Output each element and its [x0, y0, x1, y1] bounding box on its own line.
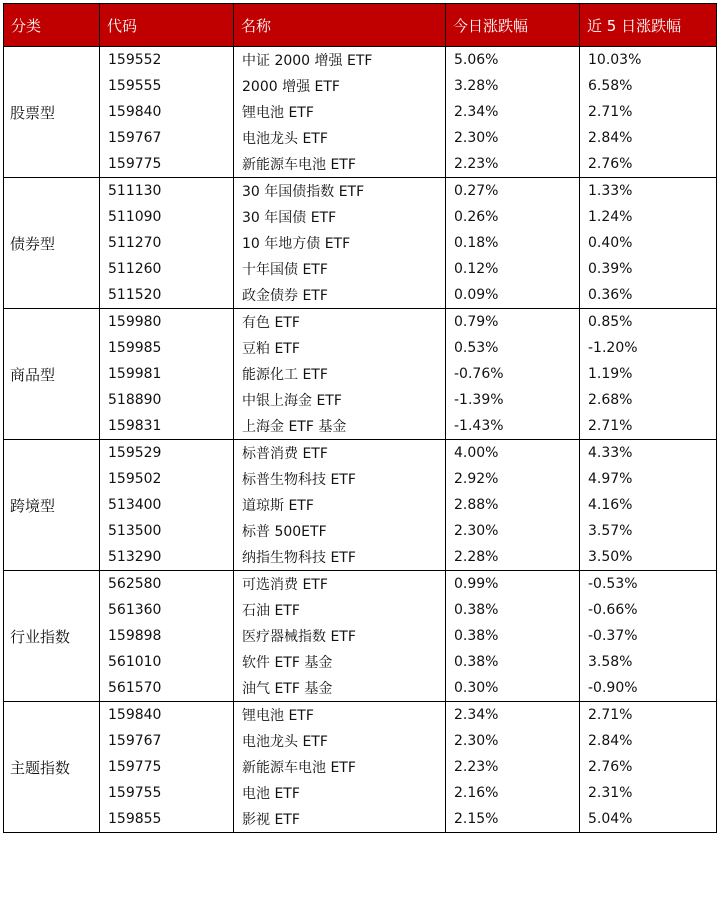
- code-cell: 159552: [100, 47, 234, 74]
- code-cell: 511260: [100, 256, 234, 282]
- today-change-cell: 0.99%: [446, 571, 580, 598]
- header-today-change: 今日涨跌幅: [446, 4, 580, 47]
- etf-performance-table: [3, 3, 717, 833]
- five-day-change-cell: 5.04%: [580, 806, 717, 833]
- code-cell: 561010: [100, 649, 234, 675]
- code-cell: 159840: [100, 99, 234, 125]
- five-day-change-cell: 0.39%: [580, 256, 717, 282]
- code-cell: 159775: [100, 151, 234, 178]
- today-change-cell: 0.38%: [446, 597, 580, 623]
- table-row: [4, 73, 717, 99]
- five-day-change-cell: 0.40%: [580, 230, 717, 256]
- five-day-change-cell: 0.36%: [580, 282, 717, 309]
- today-change-cell: -1.39%: [446, 387, 580, 413]
- today-change-cell: 0.26%: [446, 204, 580, 230]
- name-cell: 十年国债 ETF: [234, 256, 446, 282]
- name-cell: 政金债券 ETF: [234, 282, 446, 309]
- name-cell: 豆粕 ETF: [234, 335, 446, 361]
- five-day-change-cell: 2.84%: [580, 125, 717, 151]
- table-row: [4, 518, 717, 544]
- name-cell: 中证 2000 增强 ETF: [234, 47, 446, 74]
- five-day-change-cell: 3.58%: [580, 649, 717, 675]
- name-cell: 中银上海金 ETF: [234, 387, 446, 413]
- five-day-change-cell: 4.33%: [580, 440, 717, 467]
- today-change-cell: 0.09%: [446, 282, 580, 309]
- name-cell: 30 年国债指数 ETF: [234, 178, 446, 205]
- category-cell: 债券型: [4, 178, 100, 309]
- table-row: [4, 544, 717, 571]
- name-cell: 纳指生物科技 ETF: [234, 544, 446, 571]
- code-cell: 159840: [100, 702, 234, 729]
- table-row: [4, 623, 717, 649]
- five-day-change-cell: 2.71%: [580, 413, 717, 440]
- table-row: [4, 492, 717, 518]
- five-day-change-cell: 2.76%: [580, 151, 717, 178]
- today-change-cell: 2.23%: [446, 754, 580, 780]
- five-day-change-cell: 2.71%: [580, 702, 717, 729]
- five-day-change-cell: 2.76%: [580, 754, 717, 780]
- name-cell: 影视 ETF: [234, 806, 446, 833]
- today-change-cell: 2.30%: [446, 518, 580, 544]
- header-code: 代码: [100, 4, 234, 47]
- five-day-change-cell: -0.66%: [580, 597, 717, 623]
- code-cell: 159555: [100, 73, 234, 99]
- code-cell: 511090: [100, 204, 234, 230]
- code-cell: 511130: [100, 178, 234, 205]
- name-cell: 30 年国债 ETF: [234, 204, 446, 230]
- code-cell: 159767: [100, 728, 234, 754]
- code-cell: 518890: [100, 387, 234, 413]
- today-change-cell: 2.92%: [446, 466, 580, 492]
- today-change-cell: 2.88%: [446, 492, 580, 518]
- name-cell: 石油 ETF: [234, 597, 446, 623]
- today-change-cell: 0.27%: [446, 178, 580, 205]
- today-change-cell: 3.28%: [446, 73, 580, 99]
- table-row: [4, 387, 717, 413]
- table-row: [4, 99, 717, 125]
- five-day-change-cell: -0.37%: [580, 623, 717, 649]
- five-day-change-cell: 2.71%: [580, 99, 717, 125]
- five-day-change-cell: 4.16%: [580, 492, 717, 518]
- table-header: [4, 4, 717, 47]
- name-cell: 锂电池 ETF: [234, 702, 446, 729]
- code-cell: 159855: [100, 806, 234, 833]
- today-change-cell: 4.00%: [446, 440, 580, 467]
- name-cell: 标普消费 ETF: [234, 440, 446, 467]
- name-cell: 标普 500ETF: [234, 518, 446, 544]
- five-day-change-cell: 6.58%: [580, 73, 717, 99]
- table-body: [4, 47, 717, 833]
- name-cell: 锂电池 ETF: [234, 99, 446, 125]
- today-change-cell: 2.16%: [446, 780, 580, 806]
- table-row: [4, 649, 717, 675]
- table-row: [4, 204, 717, 230]
- table-row: [4, 230, 717, 256]
- five-day-change-cell: 1.19%: [580, 361, 717, 387]
- code-cell: 159755: [100, 780, 234, 806]
- category-cell: 股票型: [4, 47, 100, 178]
- today-change-cell: 2.15%: [446, 806, 580, 833]
- name-cell: 新能源车电池 ETF: [234, 754, 446, 780]
- category-cell: 行业指数: [4, 571, 100, 702]
- code-cell: 511270: [100, 230, 234, 256]
- code-cell: 159529: [100, 440, 234, 467]
- code-cell: 159831: [100, 413, 234, 440]
- five-day-change-cell: 1.33%: [580, 178, 717, 205]
- name-cell: 道琼斯 ETF: [234, 492, 446, 518]
- today-change-cell: 0.79%: [446, 309, 580, 336]
- table-row: [4, 806, 717, 833]
- name-cell: 2000 增强 ETF: [234, 73, 446, 99]
- five-day-change-cell: 2.68%: [580, 387, 717, 413]
- table-row: [4, 675, 717, 702]
- name-cell: 电池龙头 ETF: [234, 728, 446, 754]
- header-5day-change: 近 5 日涨跌幅: [580, 4, 717, 47]
- category-cell: 商品型: [4, 309, 100, 440]
- name-cell: 上海金 ETF 基金: [234, 413, 446, 440]
- name-cell: 油气 ETF 基金: [234, 675, 446, 702]
- table-row: [4, 47, 717, 74]
- code-cell: 159980: [100, 309, 234, 336]
- today-change-cell: 2.30%: [446, 728, 580, 754]
- code-cell: 561570: [100, 675, 234, 702]
- table-row: [4, 754, 717, 780]
- table-row: [4, 125, 717, 151]
- code-cell: 511520: [100, 282, 234, 309]
- five-day-change-cell: 3.57%: [580, 518, 717, 544]
- today-change-cell: 0.12%: [446, 256, 580, 282]
- five-day-change-cell: 2.31%: [580, 780, 717, 806]
- five-day-change-cell: -0.90%: [580, 675, 717, 702]
- today-change-cell: 2.30%: [446, 125, 580, 151]
- today-change-cell: 5.06%: [446, 47, 580, 74]
- category-cell: 跨境型: [4, 440, 100, 571]
- table-row: [4, 178, 717, 205]
- name-cell: 可选消费 ETF: [234, 571, 446, 598]
- name-cell: 软件 ETF 基金: [234, 649, 446, 675]
- category-cell: 主题指数: [4, 702, 100, 833]
- table-row: [4, 256, 717, 282]
- code-cell: 513500: [100, 518, 234, 544]
- table-row: [4, 309, 717, 336]
- table-row: [4, 361, 717, 387]
- code-cell: 159767: [100, 125, 234, 151]
- header-row: [4, 4, 717, 47]
- table-row: [4, 728, 717, 754]
- table-row: [4, 702, 717, 729]
- header-category: 分类: [4, 4, 100, 47]
- code-cell: 159775: [100, 754, 234, 780]
- today-change-cell: 0.38%: [446, 649, 580, 675]
- code-cell: 159985: [100, 335, 234, 361]
- five-day-change-cell: 1.24%: [580, 204, 717, 230]
- table-row: [4, 466, 717, 492]
- name-cell: 电池 ETF: [234, 780, 446, 806]
- today-change-cell: 0.18%: [446, 230, 580, 256]
- code-cell: 561360: [100, 597, 234, 623]
- code-cell: 562580: [100, 571, 234, 598]
- name-cell: 标普生物科技 ETF: [234, 466, 446, 492]
- table-row: [4, 413, 717, 440]
- name-cell: 能源化工 ETF: [234, 361, 446, 387]
- five-day-change-cell: 2.84%: [580, 728, 717, 754]
- code-cell: 159898: [100, 623, 234, 649]
- today-change-cell: 2.28%: [446, 544, 580, 571]
- five-day-change-cell: 4.97%: [580, 466, 717, 492]
- etf-performance-table-container: [3, 3, 717, 833]
- code-cell: 513400: [100, 492, 234, 518]
- five-day-change-cell: 0.85%: [580, 309, 717, 336]
- table-row: [4, 440, 717, 467]
- table-row: [4, 571, 717, 598]
- code-cell: 159981: [100, 361, 234, 387]
- today-change-cell: 2.34%: [446, 99, 580, 125]
- five-day-change-cell: 3.50%: [580, 544, 717, 571]
- code-cell: 159502: [100, 466, 234, 492]
- table-row: [4, 335, 717, 361]
- today-change-cell: 0.53%: [446, 335, 580, 361]
- table-row: [4, 151, 717, 178]
- today-change-cell: -0.76%: [446, 361, 580, 387]
- name-cell: 10 年地方债 ETF: [234, 230, 446, 256]
- table-row: [4, 597, 717, 623]
- name-cell: 电池龙头 ETF: [234, 125, 446, 151]
- five-day-change-cell: -0.53%: [580, 571, 717, 598]
- five-day-change-cell: -1.20%: [580, 335, 717, 361]
- table-row: [4, 282, 717, 309]
- today-change-cell: 0.38%: [446, 623, 580, 649]
- name-cell: 医疗器械指数 ETF: [234, 623, 446, 649]
- table-row: [4, 780, 717, 806]
- header-name: 名称: [234, 4, 446, 47]
- name-cell: 有色 ETF: [234, 309, 446, 336]
- today-change-cell: 0.30%: [446, 675, 580, 702]
- today-change-cell: 2.23%: [446, 151, 580, 178]
- name-cell: 新能源车电池 ETF: [234, 151, 446, 178]
- code-cell: 513290: [100, 544, 234, 571]
- five-day-change-cell: 10.03%: [580, 47, 717, 74]
- today-change-cell: 2.34%: [446, 702, 580, 729]
- today-change-cell: -1.43%: [446, 413, 580, 440]
